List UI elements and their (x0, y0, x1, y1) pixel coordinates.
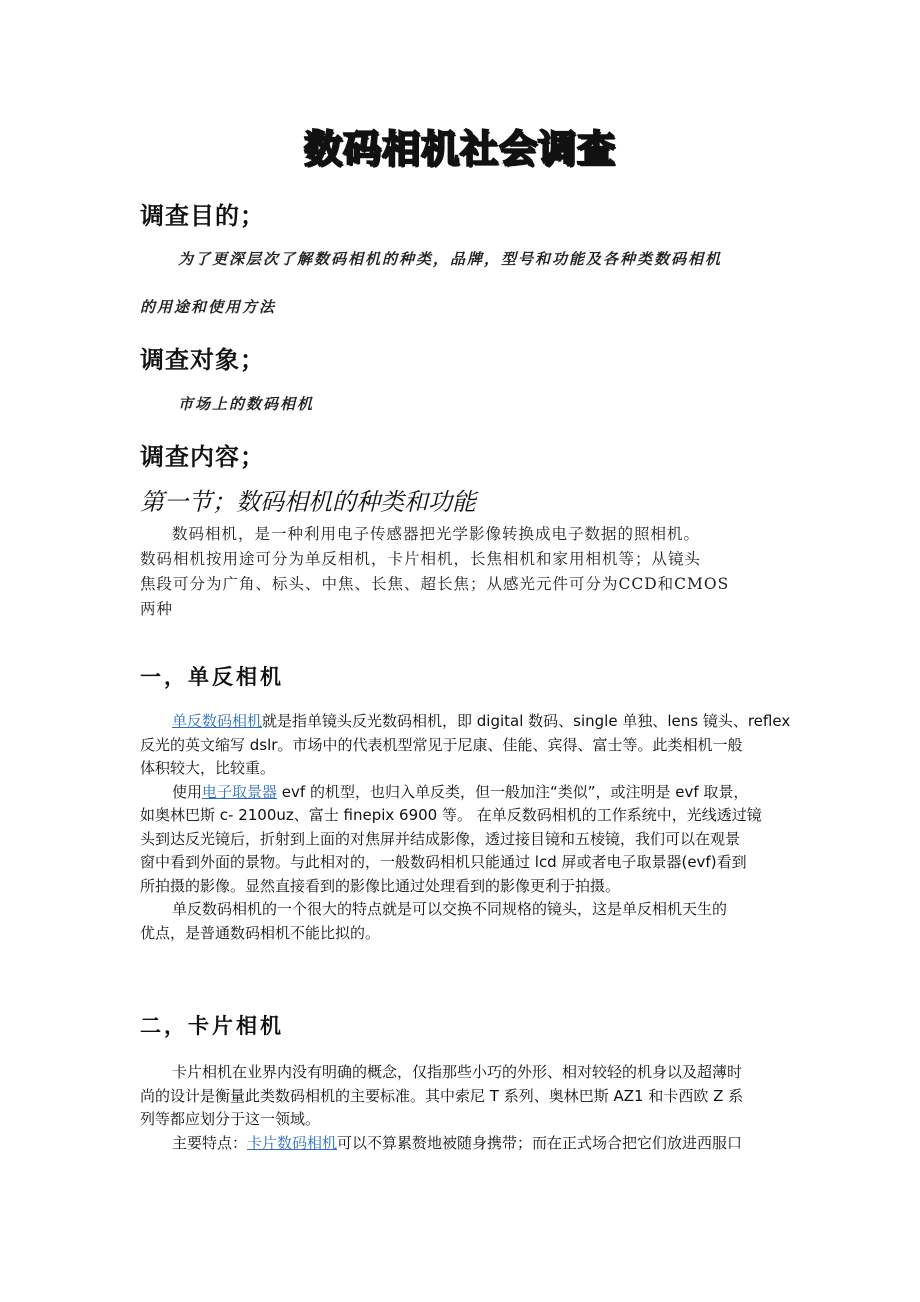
content-heading: 调查内容； (140, 443, 265, 471)
slr-p1-line2: 反光的英文缩写 dslr。市场中的代表机型常见于尼康、佳能、宾得、富士等。此类相机一般 (140, 735, 743, 754)
card-p2-text: 可以不算累赘地被随身携带；而在正式场合把它们放进西服口 (337, 1133, 743, 1152)
card-p1-line2: 尚的设计是衡量此类数码相机的主要标准。其中索尼 T 系列、奥林巴斯 AZ1 和卡西欧 Z 系 (140, 1086, 744, 1105)
section1-line: 焦段可分为广角、标头、中焦、长焦、超长焦；从感光元件可分为CCD和CMOS (140, 575, 730, 593)
card-body (140, 1061, 788, 1155)
target-heading: 调查对象； (140, 346, 265, 374)
card-p1-line3: 列等都应划分于这一领域。 (140, 1110, 321, 1128)
slr-p2-line1-text: evf 的机型，也归入单反类，但一般加注“类似”，或注明是 evf 取景， (277, 782, 749, 801)
evf-link[interactable]: 电子取景器 (202, 782, 278, 801)
slr-p1-line3: 体积较大，比较重。 (140, 759, 276, 777)
slr-p3-line2: 优点，是普通数码相机不能比拟的。 (140, 923, 381, 942)
section1-paragraph (140, 522, 780, 622)
slr-p2-line5: 所拍摄的影像。显然直接看到的影像比通过处理看到的影像更利于拍摄。 (140, 876, 621, 895)
section1-line: 数码相机按用途可分为单反相机，卡片相机，长焦相机和家用相机等；从镜头 (140, 550, 702, 568)
purpose-text-line1: 为了更深层次了解数码相机的种类，品牌，型号和功能及各种类数码相机 (178, 250, 723, 268)
section1-title: 第一节；数码相机的种类和功能 (140, 488, 476, 516)
slr-heading: 一，单反相机 (140, 665, 284, 689)
target-text: 市场上的数码相机 (178, 395, 315, 413)
slr-p2-line4: 窗中看到外面的景物。与此相对的，一般数码相机只能通过 lcd 屏或者电子取景器(evf)看到 (140, 853, 747, 871)
slr-camera-link[interactable]: 单反数码相机 (172, 712, 263, 730)
slr-p2-line2: 如奥林巴斯 c- 2100uz、富士 finepix 6900 等。 在单反数码相机的工作系统中，光线透过镜 (140, 806, 762, 824)
document-title: 数码相机社会调查 (303, 127, 616, 171)
card-p2-line1 (140, 1132, 788, 1156)
slr-p1-line1 (140, 710, 791, 734)
slr-p3-line1: 单反数码相机的一个很大的特点就是可以交换不同规格的镜头，这是单反相机天生的 (172, 900, 728, 918)
slr-p2-line3: 头到达反光镜后，折射到上面的对焦屏并结成影像，透过接目镜和五棱镜，我们可以在观景 (140, 829, 741, 848)
slr-body (140, 710, 791, 945)
card-heading: 二，卡片相机 (140, 1014, 284, 1038)
section1-line: 两种 (140, 600, 174, 618)
card-camera-link[interactable]: 卡片数码相机 (247, 1133, 338, 1152)
card-p2-prefix: 主要特点： (172, 1133, 248, 1152)
section1-line: 数码相机，是一种利用电子传感器把光学影像转换成电子数据的照相机。 (172, 525, 701, 543)
card-p1-line1: 卡片相机在业界内没有明确的概念，仅指那些小巧的外形、相对较轻的机身以及超薄时 (172, 1063, 743, 1081)
purpose-heading: 调查目的； (140, 202, 265, 230)
slr-p2-prefix: 使用 (172, 782, 203, 801)
slr-p2-line1 (140, 781, 788, 805)
slr-p1-line1-text: 就是指单镜头反光数码相机，即 digital 数码、single 单独、lens 镜头、reflex (262, 712, 791, 730)
purpose-text-line2: 的用途和使用方法 (140, 298, 277, 316)
